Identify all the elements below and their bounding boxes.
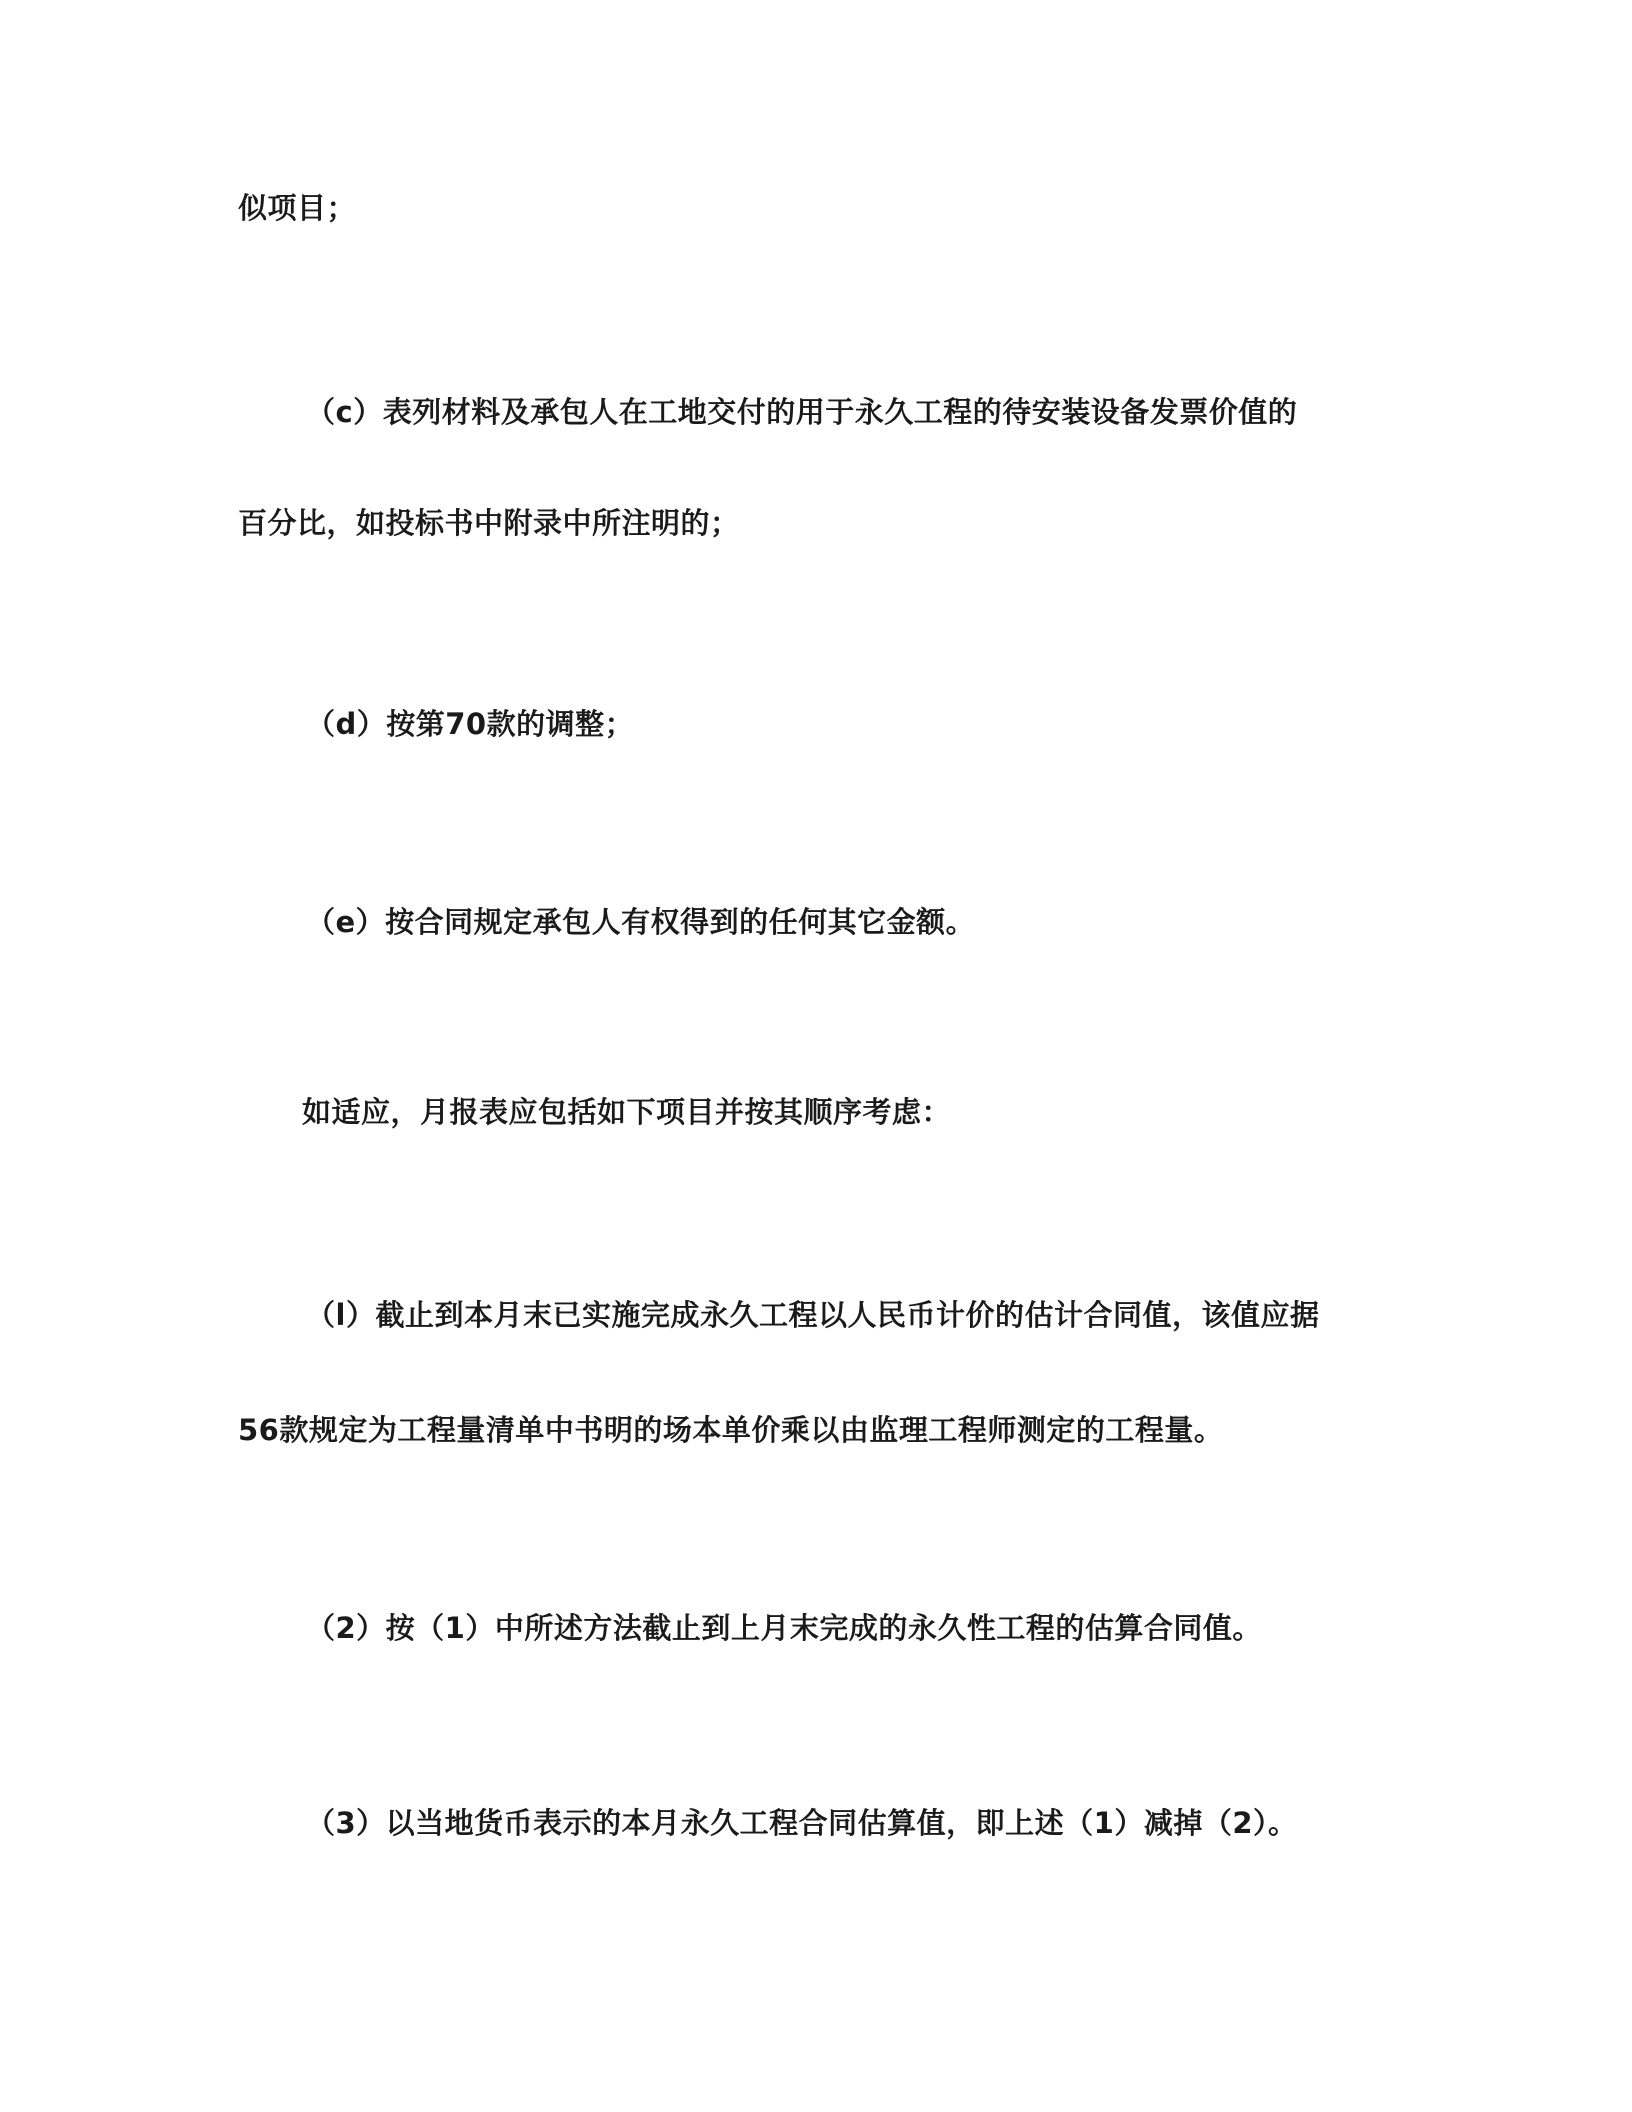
text-line-9: （2）按（1）中所述方法截止到上月末完成的永久性工程的估算合同值。 bbox=[306, 1611, 1262, 1645]
text-line-3: 百分比，如投标书中附录中所注明的； bbox=[238, 506, 740, 540]
text-line-8: 56款规定为工程量清单中书明的场本单价乘以由监理工程师测定的工程量。 bbox=[238, 1413, 1224, 1447]
text-line-5: （e）按合同规定承包人有权得到的任何其它金额。 bbox=[306, 905, 976, 939]
text-line-4: （d）按第70款的调整； bbox=[306, 707, 635, 741]
text-line-1: 似项目； bbox=[238, 191, 357, 225]
text-line-7: （l）截止到本月末已实施完成永久工程以人民币计价的估计合同值，该值应据 bbox=[306, 1298, 1320, 1332]
text-line-2: （c）表列材料及承包人在工地交付的用于永久工程的待安装设备发票价值的 bbox=[306, 395, 1298, 429]
text-line-6: 如适应，月报表应包括如下项目并按其顺序考虑： bbox=[302, 1095, 952, 1129]
text-line-10: （3）以当地货币表示的本月永久工程合同估算值，即上述（1）减掉（2）。 bbox=[306, 1806, 1298, 1840]
